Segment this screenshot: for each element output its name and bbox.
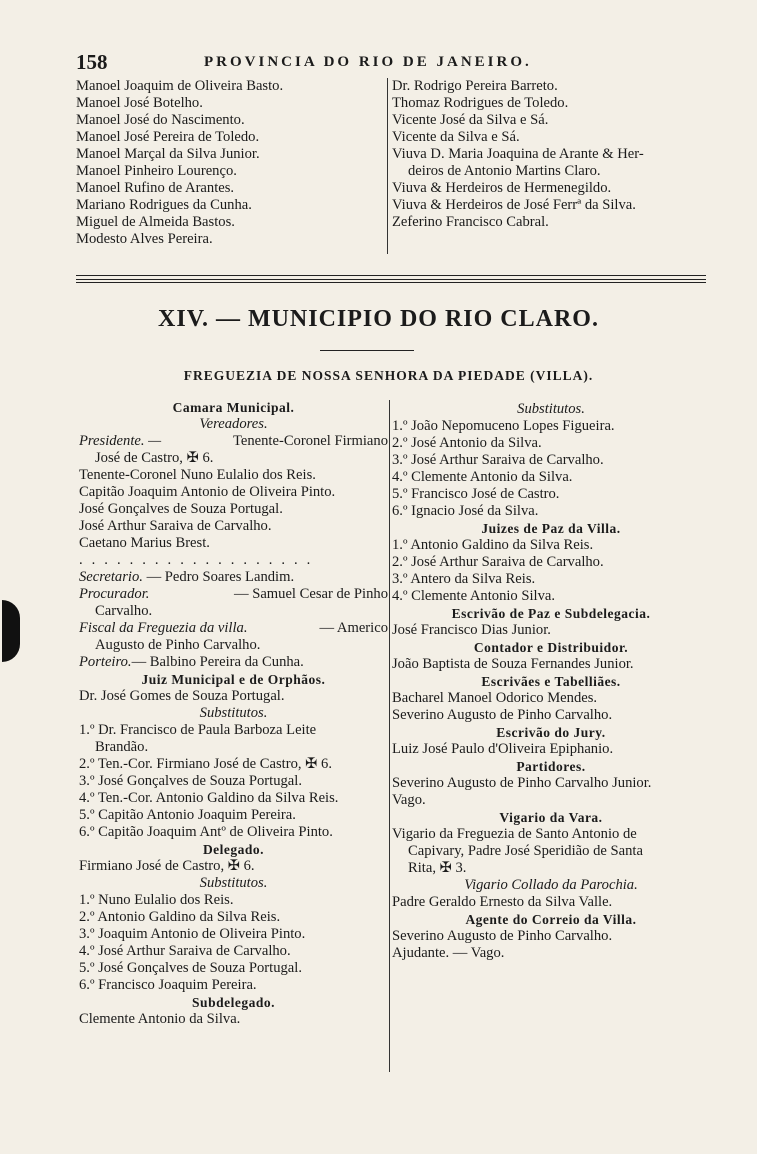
fiscal-label: Fiscal da Freguezia da villa. (79, 620, 248, 636)
section-title: XIV. — MUNICIPIO DO RIO CLARO. (158, 306, 599, 332)
divider-rule (76, 279, 706, 280)
divider-rule (76, 275, 706, 276)
list-item: Brandão. (95, 739, 149, 755)
list-item: Capitão Joaquim Antonio de Oliveira Pinto. (79, 484, 336, 500)
list-item: Caetano Marius Brest. (79, 535, 210, 551)
list-item: Manoel Pinheiro Lourenço. (76, 163, 237, 179)
list-item: Severino Augusto de Pinho Carvalho. (392, 928, 613, 944)
escrivao-paz-name: José Francisco Dias Junior. (392, 622, 551, 638)
top-left-list (76, 78, 384, 248)
heading-agente-correio: Agente do Correio da Villa. (465, 912, 637, 927)
procurador-cont: Carvalho. (95, 603, 153, 619)
list-item: Viuva & Herdeiros de José Ferrª da Silva. (392, 197, 636, 213)
procurador-label: Procurador. (79, 586, 150, 602)
list-item: 4.º Ten.-Cor. Antonio Galdino da Silva Reis. (79, 790, 339, 806)
heading-subdelegado: Subdelegado. (192, 995, 275, 1010)
page-header (76, 50, 696, 74)
list-item: Viuva D. Maria Joaquina de Arante & Her- (392, 146, 644, 162)
vigario-line: Rita, ✠ 3. (408, 860, 467, 876)
secretario-line (79, 569, 388, 586)
list-item: Manoel José Botelho. (76, 95, 203, 111)
running-title: PROVINCIA DO RIO DE JANEIRO. (204, 54, 532, 70)
list-item: Tenente-Coronel Nuno Eulalio dos Reis. (79, 467, 316, 483)
presidente-name: Tenente-Coronel Firmiano (232, 433, 388, 449)
porteiro-name: — Balbino Pereira da Cunha. (131, 654, 304, 670)
heading-delegado: Delegado. (202, 842, 265, 857)
list-item: 3.º Joaquim Antonio de Oliveira Pinto. (79, 926, 306, 942)
list-item: Viuva & Herdeiros de Hermenegildo. (392, 180, 612, 196)
heading-vigario-vara: Vigario da Vara. (499, 810, 603, 825)
list-item: 1.º Antonio Galdino da Silva Reis. (392, 537, 594, 553)
heading-escrivao-jury: Escrivão do Jury. (496, 725, 606, 740)
list-item: Miguel de Almeida Bastos. (76, 214, 235, 230)
heading-contador: Contador e Distribuidor. (473, 640, 629, 655)
right-column (392, 401, 710, 962)
list-item: deiros de Antonio Martins Claro. (408, 163, 601, 179)
list-item: 2.º José Antonio da Silva. (392, 435, 542, 451)
heading-juiz: Juiz Municipal e de Orphãos. (141, 672, 326, 687)
list-item: Modesto Alves Pereira. (76, 231, 213, 247)
list-item: 1.º Dr. Francisco de Paula Barboza Leite (79, 722, 317, 738)
list-item: Manoel Joaquim de Oliveira Basto. (76, 78, 284, 94)
divider-rule (76, 282, 706, 283)
left-column (79, 399, 388, 1028)
ink-blot-mark (2, 600, 20, 662)
list-item: Vago. (392, 792, 426, 808)
heading-escrivaes: Escrivães e Tabelliães. (481, 674, 621, 689)
list-item: Vicente da Silva e Sá. (392, 129, 520, 145)
fiscal-cont: Augusto de Pinho Carvalho. (95, 637, 261, 653)
porteiro-label: Porteiro. (79, 654, 132, 670)
list-item: Manoel José do Nascimento. (76, 112, 245, 128)
section-rule (320, 350, 414, 351)
fiscal-line (79, 620, 388, 637)
presidente-label: Presidente. — (79, 433, 162, 449)
list-item: Ajudante. — Vago. (392, 945, 505, 961)
list-item: 3.º José Arthur Saraiva de Carvalho. (392, 452, 604, 468)
subheading-substitutos: Substitutos. (517, 401, 585, 417)
heading-camara: Camara Municipal. (172, 400, 295, 415)
heading-juizes-paz: Juizes de Paz da Villa. (481, 521, 621, 536)
list-item: José Arthur Saraiva de Carvalho. (79, 518, 272, 534)
subheading-vigario-collado: Vigario Collado da Parochia. (464, 877, 638, 893)
porteiro-line (79, 654, 388, 671)
list-item: Mariano Rodrigues da Cunha. (76, 197, 252, 213)
list-item: 5.º Capitão Antonio Joaquim Pereira. (79, 807, 296, 823)
list-item: Manoel Rufino de Arantes. (76, 180, 235, 196)
column-divider-top (387, 78, 388, 254)
heading-partidores: Partidores. (516, 759, 586, 774)
list-item: 2.º Ten.-Cor. Firmiano José de Castro, ✠ 6. (79, 756, 332, 772)
list-item: 6.º Capitão Joaquim Antº de Oliveira Pinto. (79, 824, 333, 840)
list-item: Thomaz Rodrigues de Toledo. (392, 95, 569, 111)
list-item: 4.º Clemente Antonio da Silva. (392, 469, 573, 485)
list-item: 5.º José Gonçalves de Souza Portugal. (79, 960, 302, 976)
delegado-name: Firmiano José de Castro, ✠ 6. (79, 858, 255, 874)
freguezia-heading: FREGUEZIA DE NOSSA SENHORA DA PIEDADE (VILLA). (183, 368, 594, 383)
list-item: 2.º Antonio Galdino da Silva Reis. (79, 909, 281, 925)
presidente-cont: José de Castro, ✠ 6. (95, 450, 214, 466)
list-item: 6.º Ignacio José da Silva. (392, 503, 539, 519)
contador-name: João Baptista de Souza Fernandes Junior. (392, 656, 634, 672)
subheading-vereadores: Vereadores. (199, 416, 268, 432)
list-item: 3.º José Gonçalves de Souza Portugal. (79, 773, 302, 789)
secretario-name: — Pedro Soares Landim. (146, 569, 295, 585)
list-item: Severino Augusto de Pinho Carvalho Junior. (392, 775, 652, 791)
list-item: 5.º Francisco José de Castro. (392, 486, 560, 502)
subheading-substitutos: Substitutos. (199, 705, 268, 721)
top-right-list (392, 78, 712, 231)
subheading-substitutos: Substitutos. (199, 875, 268, 891)
list-item: Severino Augusto de Pinho Carvalho. (392, 707, 613, 723)
heading-escrivao-paz: Escrivão de Paz e Subdelegacia. (451, 606, 651, 621)
list-item: Manoel José Pereira de Toledo. (76, 129, 260, 145)
list-item: 4.º Clemente Antonio Silva. (392, 588, 556, 604)
fiscal-name: — Americo (319, 620, 388, 636)
list-item: 1.º João Nepomuceno Lopes Figueira. (392, 418, 615, 434)
dotted-leader: ................... (79, 552, 320, 568)
list-item: 2.º José Arthur Saraiva de Carvalho. (392, 554, 604, 570)
list-item: Dr. Rodrigo Pereira Barreto. (392, 78, 558, 94)
page-number: 158 (76, 50, 108, 74)
list-item: Zeferino Francisco Cabral. (392, 214, 549, 230)
escrivao-jury-name: Luiz José Paulo d'Oliveira Epiphanio. (392, 741, 614, 757)
vigario-line: Capivary, Padre José Speridião de Santa (408, 843, 643, 859)
subdelegado-name: Clemente Antonio da Silva. (79, 1011, 241, 1027)
vigario-collado-name: Padre Geraldo Ernesto da Silva Valle. (392, 894, 613, 910)
presidente-line (79, 433, 388, 450)
procurador-line (79, 586, 388, 603)
list-item: Vicente José da Silva e Sá. (392, 112, 549, 128)
list-item: 4.º José Arthur Saraiva de Carvalho. (79, 943, 291, 959)
juiz-name: Dr. José Gomes de Souza Portugal. (79, 688, 285, 704)
list-item: 1.º Nuno Eulalio dos Reis. (79, 892, 234, 908)
column-divider-main (389, 400, 390, 1072)
list-item: Bacharel Manoel Odorico Mendes. (392, 690, 598, 706)
vigario-line: Vigario da Freguezia de Santo Antonio de (392, 826, 637, 842)
procurador-name: — Samuel Cesar de Pinho (233, 586, 388, 602)
list-item: Manoel Marçal da Silva Junior. (76, 146, 260, 162)
list-item: José Gonçalves de Souza Portugal. (79, 501, 283, 517)
list-item: 6.º Francisco Joaquim Pereira. (79, 977, 257, 993)
list-item: 3.º Antero da Silva Reis. (392, 571, 536, 587)
secretario-label: Secretario. (79, 569, 143, 585)
